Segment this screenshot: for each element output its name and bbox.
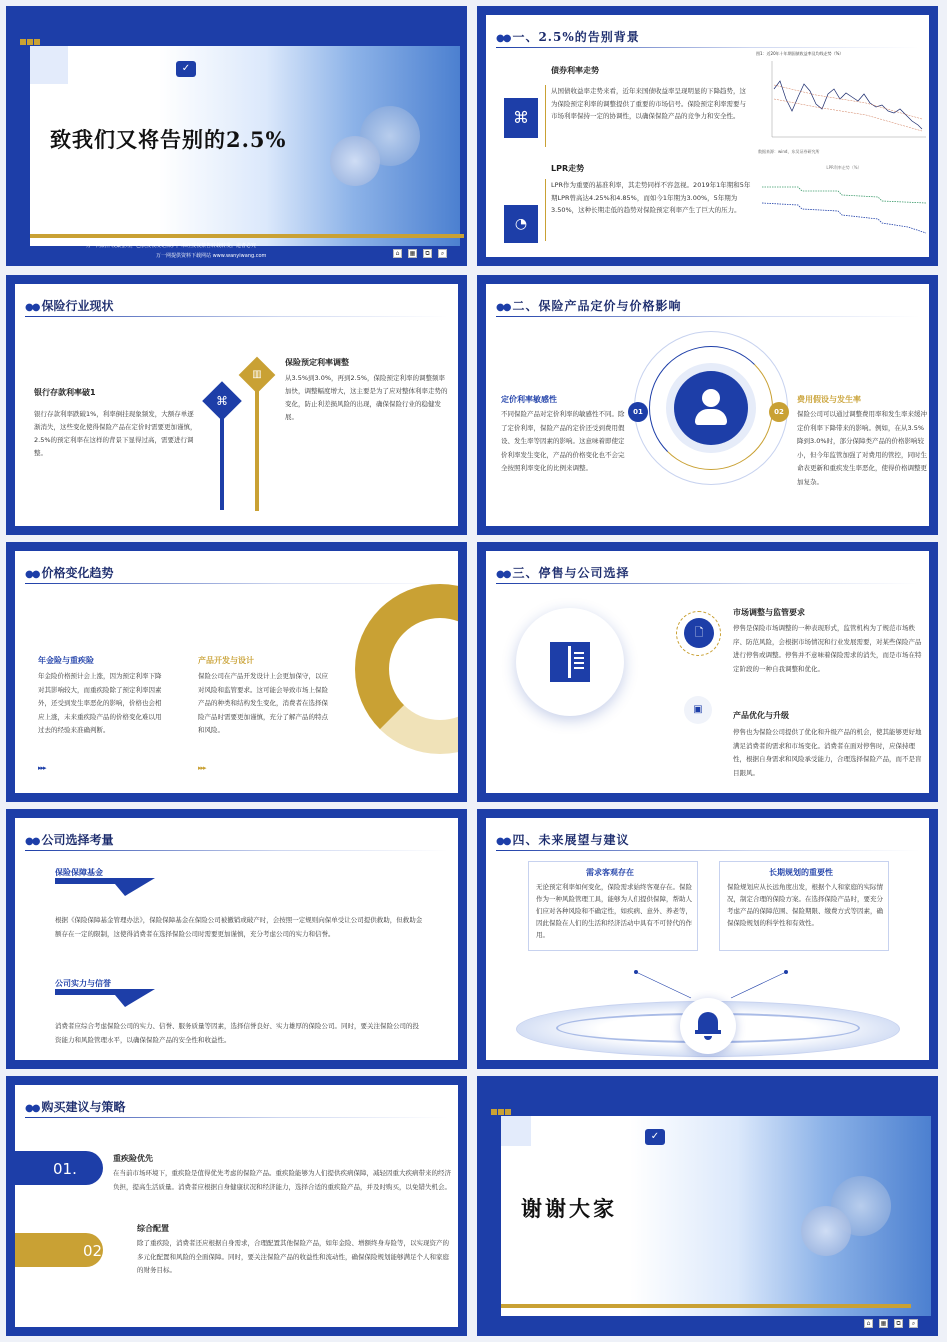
arrows-icon-gold: ▸▸▸ [198, 764, 206, 772]
blue-ribbon [55, 878, 155, 896]
market-text: 停售是保险市场调整的一种表现形式，监管机构为了规范市场秩序、防范风险，会根据市场情况和行业发展需要，对某些保险产品进行停售或调整。停售并不意味着保险需求的消失，而是市场在特定阶段的一种自我调整和优化。 [733, 624, 922, 673]
link-icon: ⌘ [216, 394, 228, 408]
step-01: 01. [53, 1160, 77, 1178]
slide-suspension[interactable] [477, 542, 938, 802]
critical-text: 在当前市场环境下，重疾险是值得优先考虑的保险产品。重疾险能够为人们提供疾病保障，减轻因重大疾病带来的经济负担，提高生活质量。消费者应根据自身健康状况和经济能力，选择合适的重疾险产品，并及时购买，以免错失机会。 [113, 1169, 451, 1191]
nav-home-icon[interactable]: ⌂ [864, 1319, 873, 1328]
slide-outlook[interactable] [477, 809, 938, 1069]
step-02: 02. [83, 1242, 107, 1260]
slide-title: ●● 三、停售与公司选择 [496, 566, 630, 580]
mixed-text: 除了重疾险，消费者还应根据自身需求，合理配置其他保险产品，如年金险、增额终身寿险等，以实现资产的多元化配置和风险的全面保障。同时，要关注保险产品的收益性和流动性，确保保险规划能够满足个人和家庭的财务目标。 [137, 1239, 449, 1274]
strength-text: 消费者应综合考虑保险公司的实力、信誉、服务质量等因素，选择信誉良好、实力雄厚的保险公司。同时，要关注保险公司的投资能力和风险管理水平，以确保保险产品的安全性和收益性。 [55, 1022, 419, 1044]
sensitivity-text: 不同保险产品对定价利率的敏感性不同。除了定价利率，保险产品的定价还受到费用假设、发生率等因素的影响。这意味着即使定价利率发生变化，产品的价格变化也不会完全按照利率变化的比例来调整。 [501, 410, 625, 472]
design-text: 保险公司在产品开发设计上会更加保守，以应对风险和监管要求。这可能会导致市场上保险产品的种类和结构发生变化，消费者在选择保险产品时需要更加谨慎，充分了解产品的特点和风险。 [198, 672, 328, 734]
rate-adjust-text: 从3.5%到3.0%，再到2.5%，保险预定利率的调整频率加快，调整幅度增大，这主要是为了应对整体利率走势的变化，防止利差损风险的出现，确保保险行业的稳健发展。 [285, 374, 448, 421]
nav-search-icon[interactable]: ⌕ [909, 1319, 918, 1328]
mixed-heading: 综合配置 [137, 1224, 169, 1233]
annuity-heading: 年金险与重疾险 [38, 656, 94, 665]
deco-squares [20, 30, 42, 37]
slide-background[interactable] [477, 6, 938, 266]
calendar-icon: ▣ [684, 696, 712, 724]
cost-heading: 费用假设与发生率 [797, 395, 861, 404]
user-icon [674, 371, 748, 445]
cover-title: 致我们又将告别的2.5% [50, 127, 287, 152]
check-chat-icon: ✓ [176, 61, 196, 77]
slide-industry[interactable] [6, 275, 467, 535]
optimize-text: 停售也为保险公司提供了优化和升级产品的机会，使其能够更好地满足消费者的需求和市场变化。消费者在面对停售时，应保持理性，根据自身需求和风险承受能力，合理选择保险产品，而不是盲目跟风。 [733, 728, 922, 777]
check-chat-icon: ✓ [645, 1129, 665, 1145]
slide-title: ●● 二、保险产品定价与价格影响 [496, 299, 682, 313]
strength-heading: 公司实力与信誉 [55, 979, 111, 988]
slide-title: ●● 四、未来展望与建议 [496, 833, 630, 847]
market-heading: 市场调整与监管要求 [733, 608, 805, 617]
slide-pricing[interactable] [477, 275, 938, 535]
slide-title: ●● 一、2.5%的告别背景 [496, 30, 640, 44]
file-icon: 🗋 [684, 618, 714, 648]
pie-chart-icon: ◔ [504, 205, 538, 243]
slide-title: ●● 保险行业现状 [25, 299, 114, 313]
deposit-heading: 银行存款利率破1 [34, 388, 96, 397]
nav-home-icon[interactable]: ⌂ [393, 249, 402, 258]
bond-yield-chart: 图1：近20年十年期国债收益率及均线走势（%） 数据来源：wind，东吴证券研究所 [756, 51, 929, 159]
bond-heading: 债券利率走势 [551, 66, 599, 75]
cover-footer-1: 万一网制作收集整理，已获授权及记保护。未经授权禁售转载转发。违者必究 [86, 243, 257, 249]
arrows-icon: ▸▸▸ [38, 764, 46, 772]
lpr-text: LPR作为重要的基准利率，其走势同样不容忽视。2019年1年期和5年期LPR曾高达4.25%和4.85%，而如今1年期为3.00%，5年期为3.50%，这种长期走低的趋势对保险预定利率产生了巨大的压力。 [551, 181, 751, 214]
lpr-chart: LPR利率走势（%） [758, 165, 929, 243]
slide-title: ●● 公司选择考量 [25, 833, 114, 847]
nav-share-icon[interactable]: ⧉ [423, 249, 432, 258]
blue-ribbon-2 [55, 989, 155, 1007]
bond-text: 从国债收益率走势来看，近年来国债收益率呈现明显的下降趋势，这为保险预定利率的调整提供了重要的市场信号。保险预定利率需要与市场利率保持一定的协调性，以确保保险产品的竞争力和安全性。 [551, 87, 746, 120]
fund-heading: 保险保障基金 [55, 868, 103, 877]
cover-footer-2: 万一网提供资料下载网站 www.wanyiwang.com [156, 253, 267, 259]
planning-text: 保险规划应从长远角度出发，根据个人和家庭的实际情况，制定合理的保险方案。在选择保险产品时，要充分考虑产品的保障范围、保险期限、缴费方式等因素，确保保险规划的科学性和有效性。 [727, 883, 883, 927]
cost-text: 保险公司可以通过调整费用率和发生率来缓冲定价利率下降带来的影响。例如，在从3.5%降到3.0%时，部分保障类产品的价格影响较小，但今年监管加强了对费用的管控，同时生命表更新和重疾发生率恶化，使得价格调整更加复杂。 [797, 410, 927, 486]
lpr-heading: LPR走势 [551, 164, 585, 173]
gold-arc-decoration [355, 584, 458, 754]
document-circle [516, 608, 624, 716]
deco-squares [491, 1100, 513, 1107]
slide-price-trend[interactable] [6, 542, 467, 802]
optimize-heading: 产品优化与升级 [733, 711, 789, 720]
bell-icon [680, 998, 736, 1054]
slide-title: ●● 价格变化趋势 [25, 566, 114, 580]
badge-01: 01 [628, 402, 648, 422]
nav-grid-icon[interactable]: ▦ [880, 1320, 887, 1327]
badge-02: 02 [769, 402, 789, 422]
slide-advice[interactable] [6, 1076, 467, 1336]
bar-chart-icon: ▥ [252, 369, 262, 380]
deposit-text: 银行存款利率跌破1%，利率倒挂现象频发，大额存单逐渐消失，这些变化使得保险产品在定价时需要更加谨慎，2.5%的预定利率在这样的背景下显得过高，需要进行调整。 [34, 410, 197, 457]
slide-cover[interactable] [6, 6, 467, 266]
grid-icon: ⌘ [504, 98, 538, 138]
design-heading: 产品开发与设计 [198, 656, 254, 665]
slide-title: ●● 购买建议与策略 [25, 1100, 126, 1114]
demand-text: 无论预定利率如何变化，保险需求始终客观存在。保险作为一种风险管理工具，能够为人们提供保障，帮助人们应对各种风险和不确定性，如疾病、意外、养老等，因此保险在人们的生活和经济活动中具有不可替代的作用。 [536, 883, 692, 939]
thanks-title: 谢谢大家 [521, 1196, 617, 1221]
nav-grid-icon[interactable]: ▦ [409, 250, 416, 257]
annuity-text: 年金险价格预计会上涨，因为预定利率下降对其影响较大，而重疾险除了预定利率因素外，还受到发生率恶化的影响，价格也会相应上涨，未来重疾险产品的价格变化难以用过去的经验来准确判断。 [38, 672, 162, 734]
nav-search-icon[interactable]: ⌕ [438, 249, 447, 258]
planning-heading: 长期规划的重要性 [769, 868, 833, 877]
nav-share-icon[interactable]: ⧉ [894, 1319, 903, 1328]
sensitivity-heading: 定价利率敏感性 [501, 395, 557, 404]
slide-company-choice[interactable] [6, 809, 467, 1069]
slide-thanks[interactable] [477, 1076, 938, 1336]
critical-heading: 重疾险优先 [113, 1154, 153, 1163]
demand-heading: 需求客观存在 [586, 868, 634, 877]
fund-text: 根据《保险保障基金管理办法》，保险保障基金在保险公司被撤销或破产时，会按照一定规则向保单受让公司提供救助，但救助金额存在一定的限制，这使得消费者在选择保险公司时需要更加谨慎，充分考虑公司的实力和信誉。 [55, 916, 423, 938]
rate-adjust-heading: 保险预定利率调整 [285, 358, 349, 367]
